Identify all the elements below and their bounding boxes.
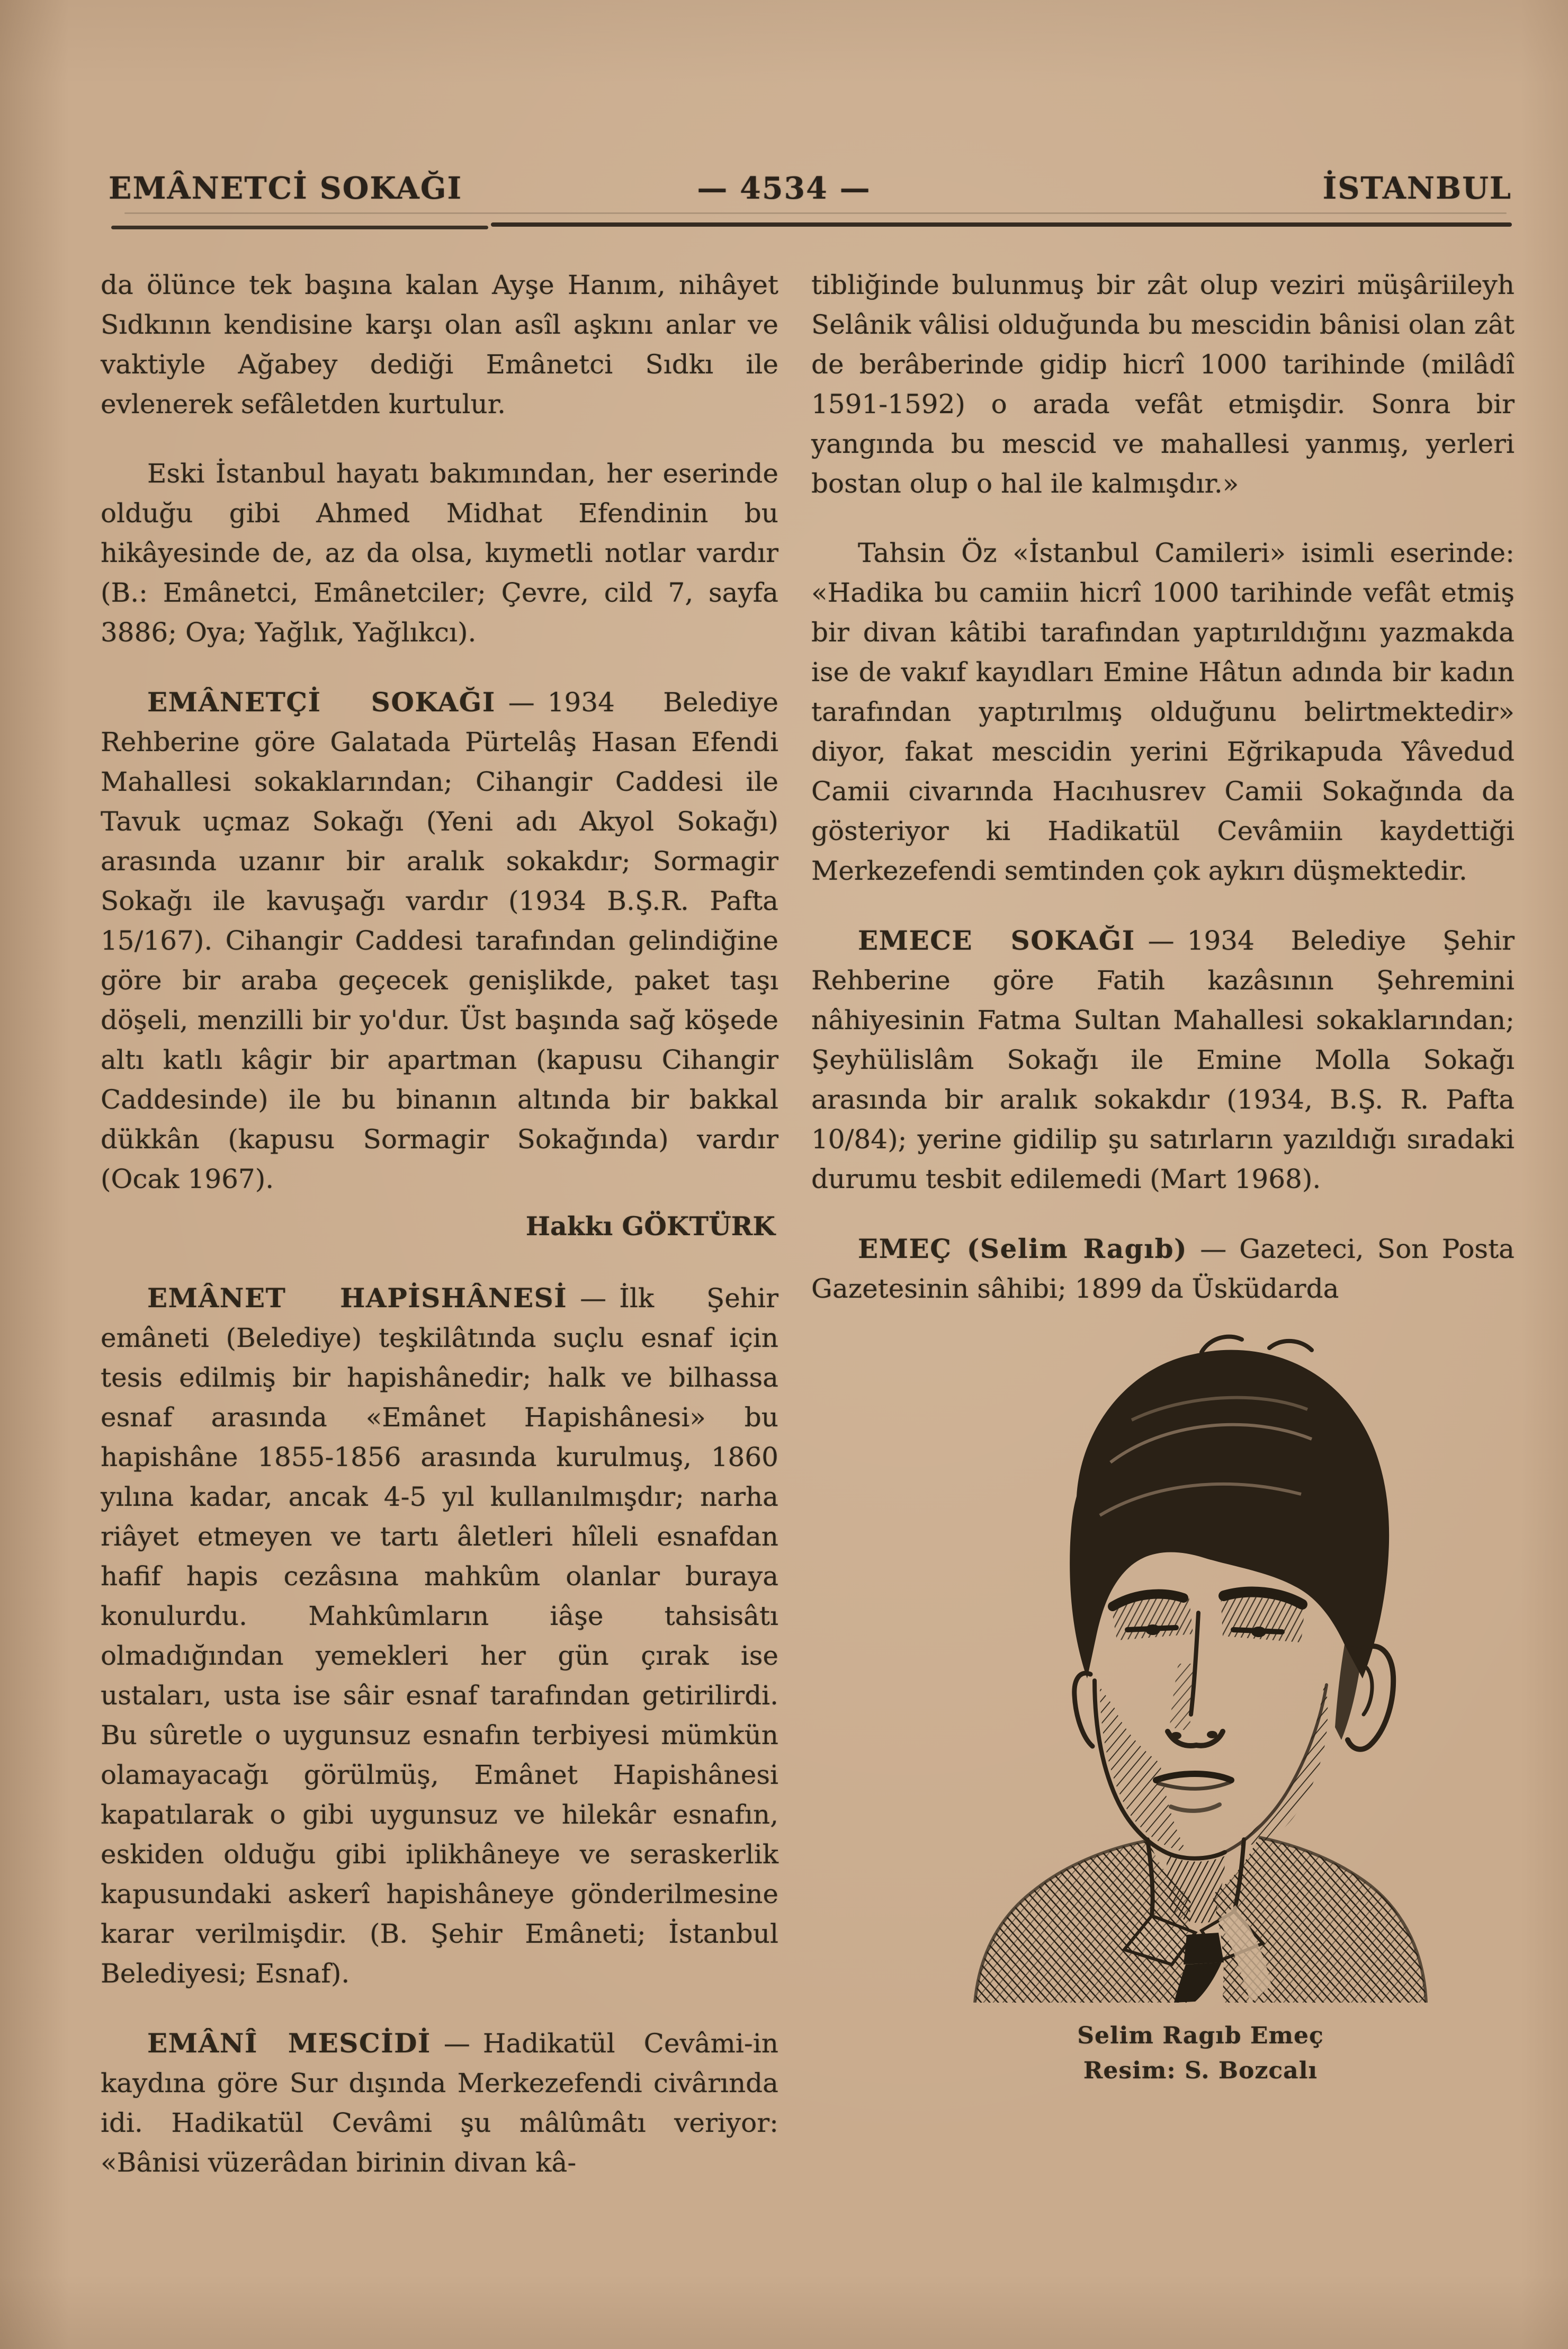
right-column-paragraphs <box>811 265 1515 1309</box>
portrait-figure <box>952 1325 1449 2088</box>
body-paragraph: Eski İstanbul hayatı bakımından, her eserinde olduğu gibi Ahmed Midhat Efendinin bu hikâyesinde de, az da olsa, kıymetli notlar vardır (B.: Emânetci, Emânetciler; Çevre, cild 7, sayfa 3886; Oya; Yağlık, Yağlıkcı). <box>101 458 778 648</box>
tie-knot <box>1184 1933 1224 1964</box>
body-paragraph: da ölünce tek başına kalan Ayşe Hanım, nihâyet Sıdkının kendisine karşı olan asîl aşkını anlar ve vaktiyle Ağabey dediği Emânetci Sıdkı ile evlenerek sefâletden kurtulur. <box>101 270 778 419</box>
portrait-sketch <box>952 1325 1449 2003</box>
body-paragraph: tibliğinde bulunmuş bir zât olup veziri müşâriileyh Selânik vâlisi olduğunda bu mescidin bânisi olan zât de berâberinde gidip hicrî 1000 tarihinde (milâdî 1591-1592) o arada vefât etmişdir. Sonra bir yangında bu mescid ve mahallesi yanmış, yerleri bostan olup o hal ile kalmışdır.» <box>811 270 1515 499</box>
header-section-title: İSTANBUL <box>1322 171 1512 206</box>
header-rule-faint-line <box>124 212 1507 214</box>
entry-paragraph: EMÂNET HAPİSHÂNESİ — İlk Şehir emâneti (Belediye) teşkilâtında suçlu esnaf için tesis edilmiş bir hapishânedir; halk ve bilhassa esnaf arasında «Emânet Hapishânesi» bu hapishâne 1855-1856 arasında kurulmuş, 1860 yılına kadar, ancak 4-5 yıl kullanılmışdır; narha riâyet etmeyen ve tartı âletleri hîleli esnafdan hafif hapis cezâsına mahkûm olanlar buraya konulurdu. Mahkûmların iâşe tahsisâtı olmadığından yemekleri her gün çırak ise ustaları, usta ise sâir esnaf tarafından getirilirdi. Bu sûretle o uygunsuz esnafın terbiyesi mümkün olamayacağı görülmüş, Emânet Hapishânesi kapatılarak o gibi uygunsuz ve hilekâr esnafın, eskiden olduğu gibi iplikhâneye ve seraskerlik kapusundaki askerî hapishâneye gönderilmesine karar verilmişdir. (B. Şehir Emâneti; İstanbul Belediyesi; Esnaf). <box>101 1282 778 1989</box>
entry-title: EMÂNETÇİ SOKAĞI <box>147 686 496 718</box>
header-rule-left-segment <box>111 226 488 229</box>
page-header <box>0 0 1568 206</box>
entry-paragraph: EMEÇ (Selim Ragıb) — Gazeteci, Son Posta Gazetesinin sâhibi; 1899 da Üsküdarda <box>811 1233 1515 1304</box>
text-columns <box>0 265 1568 2183</box>
portrait-caption <box>952 2018 1449 2088</box>
header-rule <box>109 222 1512 228</box>
entry-paragraph: EMÂNETÇİ SOKAĞI — 1934 Belediye Rehberine göre Galatada Pürtelâş Hasan Efendi Mahallesi sokaklarından; Cihangir Caddesi ile Tavuk uçmaz Sokağı (Yeni adı Akyol Sokağı) arasında uzanır bir aralık sokakdır; Sormagir Sokağı ile kavuşağı vardır (1934 B.Ş.R. Pafta 15/167). Cihangir Caddesi tarafından gelindiğine göre bir araba geçecek genişlikde, paket taşı döşeli, menzilli bir yo'dur. Üst başında sağ köşede altı katlı kâgir bir apartman (kapusu Cihangir Caddesinde) ile bu binanın altında bir bakkal dükkân (kapusu Sormagir Sokağında) vardır (Ocak 1967). <box>101 686 779 1194</box>
em-dash: — <box>443 2028 470 2059</box>
em-dash: — <box>508 687 535 718</box>
entry-paragraph: EMECE SOKAĞI — 1934 Belediye Şehir Rehberine göre Fatih kazâsının Şehremini nâhiyesinin Fatma Sultan Mahallesi sokaklarından; Şeyhülislâm Sokağı ile Emine Molla Sokağı arasında bir aralık sokakdır (1934, B.Ş. R. Pafta 10/84); yerine gidilip şu satırların yazıldığı sıradaki durumu tesbit edilemedi (Mart 1968). <box>811 925 1515 1194</box>
em-dash: — <box>580 1283 607 1314</box>
mouth <box>1156 1774 1231 1780</box>
entry-title: EMECE SOKAĞI <box>858 925 1135 956</box>
entry-title: EMÂNÎ MESCİDİ <box>147 2028 431 2059</box>
header-rule-right-segment <box>491 222 1512 227</box>
left-ear <box>1074 1673 1092 1746</box>
header-entry-title: EMÂNETCİ SOKAĞI <box>109 171 463 206</box>
left-column <box>101 265 778 2183</box>
em-dash: — <box>1200 1234 1227 1264</box>
entry-title: EMÂNET HAPİSHÂNESİ <box>147 1282 568 1314</box>
portrait-caption-credit: Resim: S. Bozcalı <box>1083 2057 1318 2084</box>
header-page-number: — 4534 — <box>697 171 871 206</box>
right-column <box>811 265 1515 2183</box>
entry-paragraph: EMÂNÎ MESCİDİ — Hadikatül Cevâmi-in kaydına göre Sur dışında Merkezefendi civârında idi. Hadikatül Cevâmi şu mâlûmâtı veriyor: «Bânisi vüzerâdan birinin divan kâ- <box>101 2028 778 2178</box>
entry-title: EMEÇ (Selim Ragıb) <box>858 1233 1188 1264</box>
em-dash: — <box>1148 925 1175 956</box>
portrait-caption-name: Selim Ragıb Emeç <box>1077 2022 1324 2049</box>
author-signature: Hakkı GÖKTÜRK <box>525 1211 775 1242</box>
body-paragraph: Tahsin Öz «İstanbul Camileri» isimli eserinde: «Hadika bu camiin hicrî 1000 tarihinde vefât etmiş bir divan kâtibi tarafından yaptırıldığını yazmakda ise de vakıf kayıdları Emine Hâtun adında bir kadın tarafından yaptırılmış olduğunu belirtmektedir» diyor, fakat mescidin yerini Eğrikapuda Yâvedud Camii civarında Hacıhusrev Camii Sokağında da gösteriyor ki Hadikatül Cevâmiin kaydettiği Merkezefendi semtinden çok aykırı düşmektedir. <box>811 538 1515 886</box>
